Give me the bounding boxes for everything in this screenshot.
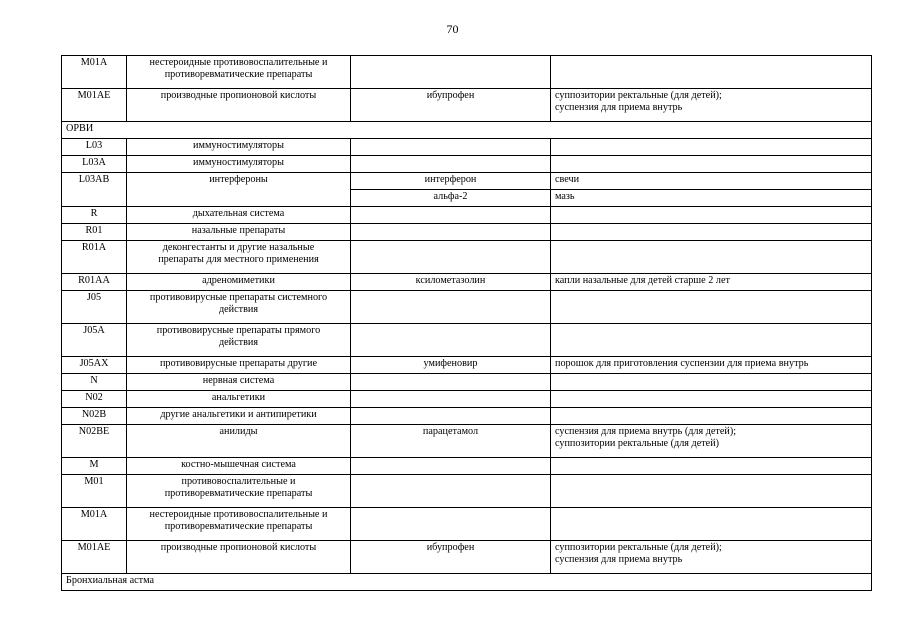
- atc-group-line: противоревматические препараты: [164, 69, 313, 80]
- drug-name: [351, 207, 551, 224]
- drug-name: [351, 324, 551, 357]
- dosage-form-line: суспензия для приема внутрь (для детей);: [555, 426, 737, 437]
- atc-code: J05AX: [62, 357, 127, 374]
- dosage-form-line: капли назальные для детей старше 2 лет: [555, 275, 730, 286]
- atc-code: M01AE: [62, 89, 127, 122]
- atc-group-line: противовирусные препараты прямого: [156, 325, 321, 336]
- atc-group: [127, 224, 351, 241]
- drug-name: [351, 139, 551, 156]
- dosage-form-line: суппозитории ректальные (для детей);: [555, 90, 722, 101]
- table-row: [62, 173, 872, 190]
- atc-group-line: производные пропионовой кислоты: [160, 542, 317, 553]
- dosage-form-line: суспензия для приема внутрь: [555, 554, 683, 565]
- section-row: [62, 574, 872, 591]
- atc-group-line: производные пропионовой кислоты: [160, 90, 317, 101]
- atc-group-line: анальгетики: [211, 392, 266, 403]
- atc-code: L03A: [62, 156, 127, 173]
- dosage-form-line: свечи: [555, 174, 580, 185]
- atc-code: N: [62, 374, 127, 391]
- table-row: [62, 357, 872, 374]
- atc-code: M01A: [62, 56, 127, 89]
- dosage-form: [551, 156, 872, 173]
- atc-group-line: действия: [218, 337, 259, 348]
- atc-code: L03AB: [62, 173, 127, 207]
- atc-group: [127, 357, 351, 374]
- atc-group: [127, 156, 351, 173]
- atc-code: R01: [62, 224, 127, 241]
- atc-code: J05A: [62, 324, 127, 357]
- atc-group: [127, 391, 351, 408]
- atc-group-line: адреномиметики: [202, 275, 275, 286]
- table-row: [62, 391, 872, 408]
- atc-group: [127, 458, 351, 475]
- drug-name: умифеновир: [351, 357, 551, 374]
- atc-group-line: противовирусные препараты другие: [159, 358, 318, 369]
- dosage-form: [551, 190, 872, 207]
- dosage-form: [551, 56, 872, 89]
- dosage-form-line: суппозитории ректальные (для детей);: [555, 542, 722, 553]
- table-row: [62, 156, 872, 173]
- table-row: [62, 224, 872, 241]
- atc-code: N02: [62, 391, 127, 408]
- table-row: [62, 408, 872, 425]
- dosage-form-line: порошок для приготовления суспензии для приема внутрь: [555, 358, 809, 369]
- dosage-form: [551, 241, 872, 274]
- dosage-form: [551, 391, 872, 408]
- dosage-form: [551, 508, 872, 541]
- drug-name: [351, 458, 551, 475]
- dosage-form: [551, 357, 872, 374]
- atc-group-line: деконгестанты и другие назальные: [162, 242, 315, 253]
- dosage-form: [551, 408, 872, 425]
- atc-group: [127, 408, 351, 425]
- atc-code: R: [62, 207, 127, 224]
- section-row: [62, 122, 872, 139]
- table-row: [62, 89, 872, 122]
- atc-group: [127, 241, 351, 274]
- section-title: ОРВИ: [62, 122, 872, 139]
- drug-name: ибупрофен: [351, 541, 551, 574]
- dosage-form: [551, 173, 872, 190]
- dosage-form: [551, 374, 872, 391]
- atc-group-line: дыхательная система: [192, 208, 285, 219]
- atc-group-line: противоревматические препараты: [164, 488, 313, 499]
- atc-group: [127, 207, 351, 224]
- drug-name: ибупрофен: [351, 89, 551, 122]
- atc-group-line: другие анальгетики и антипиретики: [160, 409, 317, 420]
- dosage-form-line: мазь: [555, 191, 575, 202]
- table-row: [62, 241, 872, 274]
- atc-code: L03: [62, 139, 127, 156]
- dosage-form: [551, 458, 872, 475]
- atc-group-line: костно-мышечная система: [181, 459, 296, 470]
- dosage-form-line: суспензия для приема внутрь: [555, 102, 683, 113]
- dosage-form: [551, 291, 872, 324]
- atc-code: J05: [62, 291, 127, 324]
- atc-code: N02BE: [62, 425, 127, 458]
- atc-group-line: действия: [218, 304, 259, 315]
- atc-group-line: препараты для местного применения: [158, 254, 319, 265]
- table-row: [62, 475, 872, 508]
- atc-group-line: противоревматические препараты: [164, 521, 313, 532]
- table-row: [62, 291, 872, 324]
- atc-group-line: иммуностимуляторы: [193, 140, 284, 151]
- atc-group: [127, 508, 351, 541]
- dosage-form: [551, 475, 872, 508]
- dosage-form: [551, 89, 872, 122]
- drug-name: [351, 156, 551, 173]
- drug-name: альфа-2: [351, 190, 551, 207]
- atc-group-line: нестероидные противовоспалительные и: [149, 509, 328, 520]
- atc-group: [127, 475, 351, 508]
- atc-group-line: нестероидные противовоспалительные и: [149, 57, 328, 68]
- dosage-form: [551, 224, 872, 241]
- atc-code: R01AA: [62, 274, 127, 291]
- atc-group-line: нервная система: [202, 375, 275, 386]
- drug-name: [351, 391, 551, 408]
- drug-table: [61, 55, 872, 591]
- table-row: [62, 374, 872, 391]
- table-row: [62, 139, 872, 156]
- dosage-form: [551, 139, 872, 156]
- atc-group-line: интерфероны: [209, 174, 268, 185]
- atc-group: [127, 425, 351, 458]
- drug-name: ксилометазолин: [351, 274, 551, 291]
- dosage-form: [551, 541, 872, 574]
- atc-group: [127, 324, 351, 357]
- drug-name: [351, 291, 551, 324]
- atc-group: [127, 291, 351, 324]
- drug-name: [351, 475, 551, 508]
- drug-name: интерферон: [351, 173, 551, 190]
- dosage-form: [551, 324, 872, 357]
- dosage-form: [551, 207, 872, 224]
- table-row: [62, 207, 872, 224]
- drug-name: парацетамол: [351, 425, 551, 458]
- table-body: [62, 56, 872, 591]
- atc-code: N02B: [62, 408, 127, 425]
- drug-name: [351, 374, 551, 391]
- dosage-form: [551, 274, 872, 291]
- atc-group: [127, 56, 351, 89]
- page-number: 70: [446, 22, 459, 36]
- table-row: [62, 274, 872, 291]
- atc-group-line: противовирусные препараты системного: [149, 292, 328, 303]
- atc-group-line: противовоспалительные и: [181, 476, 296, 487]
- table-row: [62, 541, 872, 574]
- atc-group: [127, 274, 351, 291]
- drug-name: [351, 56, 551, 89]
- section-title: Бронхиальная астма: [62, 574, 872, 591]
- drug-name: [351, 508, 551, 541]
- table-row: [62, 425, 872, 458]
- table-row: [62, 458, 872, 475]
- table-row: [62, 56, 872, 89]
- drug-name: [351, 224, 551, 241]
- atc-group-line: иммуностимуляторы: [193, 157, 284, 168]
- atc-code: M01A: [62, 508, 127, 541]
- table-row: [62, 324, 872, 357]
- atc-group: [127, 374, 351, 391]
- table-row: [62, 508, 872, 541]
- atc-code: M: [62, 458, 127, 475]
- atc-code: M01AE: [62, 541, 127, 574]
- atc-group: [127, 89, 351, 122]
- atc-group-line: назальные препараты: [191, 225, 286, 236]
- atc-code: R01A: [62, 241, 127, 274]
- atc-group: [127, 173, 351, 207]
- drug-name: [351, 241, 551, 274]
- atc-code: M01: [62, 475, 127, 508]
- atc-group: [127, 541, 351, 574]
- atc-group-line: анилиды: [219, 426, 258, 437]
- dosage-form-line: суппозитории ректальные (для детей): [555, 438, 720, 449]
- drug-name: [351, 408, 551, 425]
- dosage-form: [551, 425, 872, 458]
- atc-group: [127, 139, 351, 156]
